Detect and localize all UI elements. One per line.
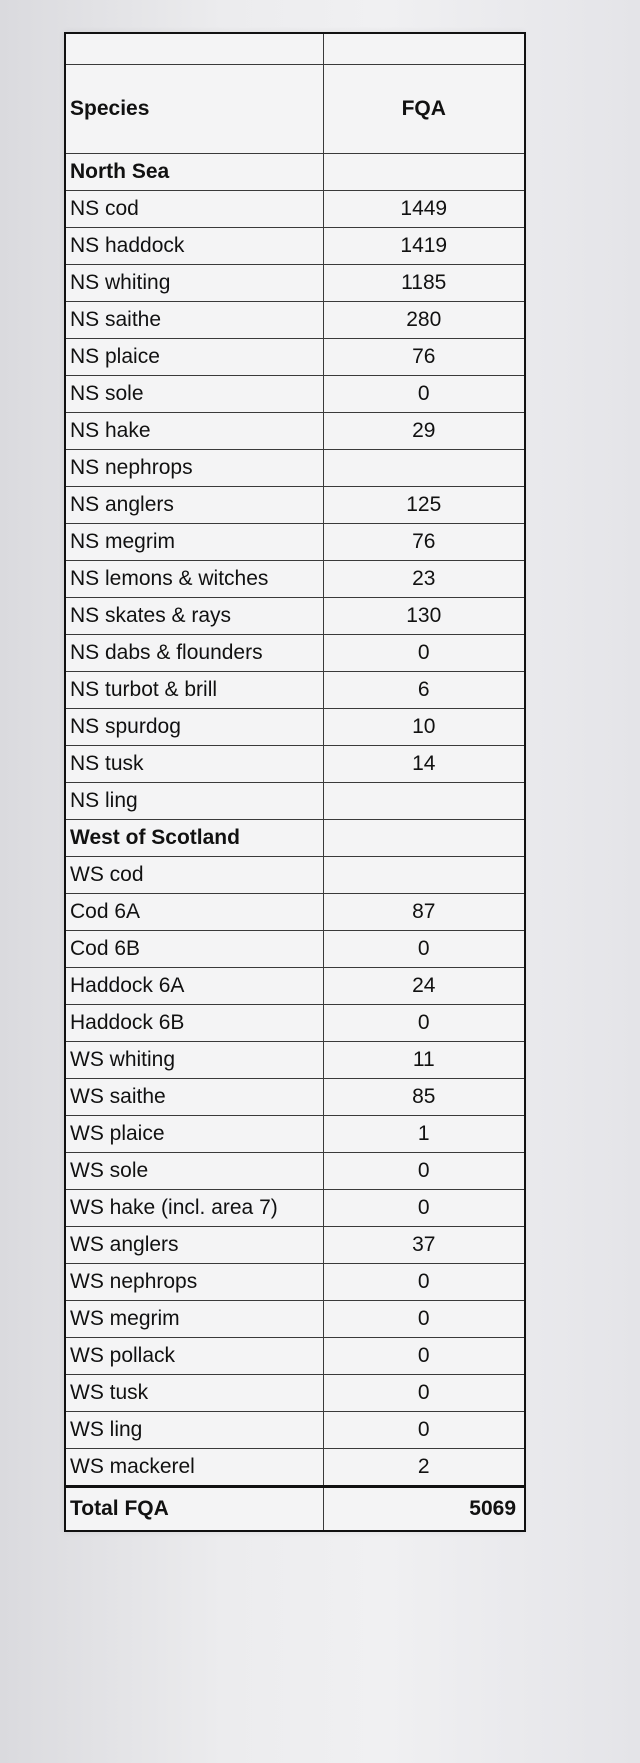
species-cell: WS plaice [65, 1116, 323, 1153]
species-cell: NS whiting [65, 265, 323, 302]
table-row [65, 1079, 525, 1116]
fqa-cell: 0 [323, 1153, 525, 1190]
table-row [65, 228, 525, 265]
table-row [65, 524, 525, 561]
table-row [65, 1375, 525, 1412]
table-row [65, 191, 525, 228]
fqa-cell [323, 154, 525, 191]
table-row [65, 672, 525, 709]
fqa-cell: 0 [323, 931, 525, 968]
table-row [65, 1042, 525, 1079]
fqa-cell: 24 [323, 968, 525, 1005]
total-label: Total FQA [65, 1487, 323, 1532]
species-cell: WS saithe [65, 1079, 323, 1116]
fqa-cell [323, 857, 525, 894]
fqa-cell: 0 [323, 1375, 525, 1412]
species-cell: NS nephrops [65, 450, 323, 487]
species-cell: WS sole [65, 1153, 323, 1190]
table-row [65, 376, 525, 413]
species-cell: NS hake [65, 413, 323, 450]
table-row [65, 857, 525, 894]
fqa-cell: 0 [323, 1338, 525, 1375]
species-cell: NS skates & rays [65, 598, 323, 635]
header-row [65, 65, 525, 154]
species-cell: NS ling [65, 783, 323, 820]
species-cell: NS spurdog [65, 709, 323, 746]
fqa-table [64, 32, 526, 1532]
blank-row [65, 33, 525, 65]
blank-cell [323, 33, 525, 65]
fqa-cell: 76 [323, 524, 525, 561]
blank-cell [65, 33, 323, 65]
fqa-cell [323, 450, 525, 487]
species-cell: WS megrim [65, 1301, 323, 1338]
table-row [65, 1190, 525, 1227]
paper-sheet [64, 32, 524, 1532]
species-cell: WS ling [65, 1412, 323, 1449]
species-cell: NS haddock [65, 228, 323, 265]
fqa-cell: 14 [323, 746, 525, 783]
table-row [65, 302, 525, 339]
species-cell: WS hake (incl. area 7) [65, 1190, 323, 1227]
total-row [65, 1487, 525, 1532]
species-cell: NS anglers [65, 487, 323, 524]
species-cell: Cod 6B [65, 931, 323, 968]
species-cell: WS nephrops [65, 1264, 323, 1301]
table-row [65, 487, 525, 524]
fqa-cell [323, 820, 525, 857]
fqa-cell: 0 [323, 1264, 525, 1301]
total-value: 5069 [323, 1487, 525, 1532]
species-cell: Haddock 6B [65, 1005, 323, 1042]
fqa-cell: 1185 [323, 265, 525, 302]
fqa-cell: 1419 [323, 228, 525, 265]
species-cell: WS pollack [65, 1338, 323, 1375]
fqa-cell: 76 [323, 339, 525, 376]
species-cell: WS tusk [65, 1375, 323, 1412]
table-row [65, 968, 525, 1005]
species-cell: NS megrim [65, 524, 323, 561]
table-row [65, 635, 525, 672]
species-cell: WS mackerel [65, 1449, 323, 1487]
species-cell: NS plaice [65, 339, 323, 376]
fqa-cell: 6 [323, 672, 525, 709]
fqa-cell: 85 [323, 1079, 525, 1116]
table-row [65, 561, 525, 598]
species-cell: NS lemons & witches [65, 561, 323, 598]
table-row [65, 1116, 525, 1153]
species-cell: NS saithe [65, 302, 323, 339]
table-row [65, 1264, 525, 1301]
table-row [65, 413, 525, 450]
species-cell: NS dabs & flounders [65, 635, 323, 672]
species-cell: Cod 6A [65, 894, 323, 931]
fqa-cell: 2 [323, 1449, 525, 1487]
section-label: West of Scotland [65, 820, 323, 857]
fqa-cell: 1 [323, 1116, 525, 1153]
fqa-cell: 0 [323, 1005, 525, 1042]
table-row [65, 339, 525, 376]
table-row [65, 746, 525, 783]
fqa-cell [323, 783, 525, 820]
table-row [65, 1301, 525, 1338]
species-cell: WS anglers [65, 1227, 323, 1264]
table-row [65, 598, 525, 635]
fqa-cell: 0 [323, 1301, 525, 1338]
section-label: North Sea [65, 154, 323, 191]
table-row [65, 1005, 525, 1042]
table-row [65, 1449, 525, 1487]
table-row [65, 265, 525, 302]
fqa-cell: 0 [323, 376, 525, 413]
fqa-cell: 0 [323, 635, 525, 672]
fqa-cell: 0 [323, 1412, 525, 1449]
table-row [65, 894, 525, 931]
fqa-cell: 37 [323, 1227, 525, 1264]
section-row [65, 154, 525, 191]
section-row [65, 820, 525, 857]
fqa-cell: 87 [323, 894, 525, 931]
species-header: Species [65, 65, 323, 154]
species-cell: NS tusk [65, 746, 323, 783]
fqa-cell: 0 [323, 1190, 525, 1227]
fqa-cell: 125 [323, 487, 525, 524]
fqa-cell: 11 [323, 1042, 525, 1079]
species-cell: NS sole [65, 376, 323, 413]
fqa-header: FQA [323, 65, 525, 154]
species-cell: WS whiting [65, 1042, 323, 1079]
fqa-cell: 130 [323, 598, 525, 635]
species-cell: NS turbot & brill [65, 672, 323, 709]
species-cell: Haddock 6A [65, 968, 323, 1005]
table-row [65, 1412, 525, 1449]
fqa-cell: 29 [323, 413, 525, 450]
species-cell: WS cod [65, 857, 323, 894]
fqa-cell: 23 [323, 561, 525, 598]
species-cell: NS cod [65, 191, 323, 228]
table-row [65, 1153, 525, 1190]
table-row [65, 1338, 525, 1375]
table-row [65, 709, 525, 746]
table-row [65, 783, 525, 820]
fqa-cell: 280 [323, 302, 525, 339]
table-row [65, 1227, 525, 1264]
fqa-cell: 10 [323, 709, 525, 746]
fqa-cell: 1449 [323, 191, 525, 228]
table-row [65, 450, 525, 487]
table-row [65, 931, 525, 968]
